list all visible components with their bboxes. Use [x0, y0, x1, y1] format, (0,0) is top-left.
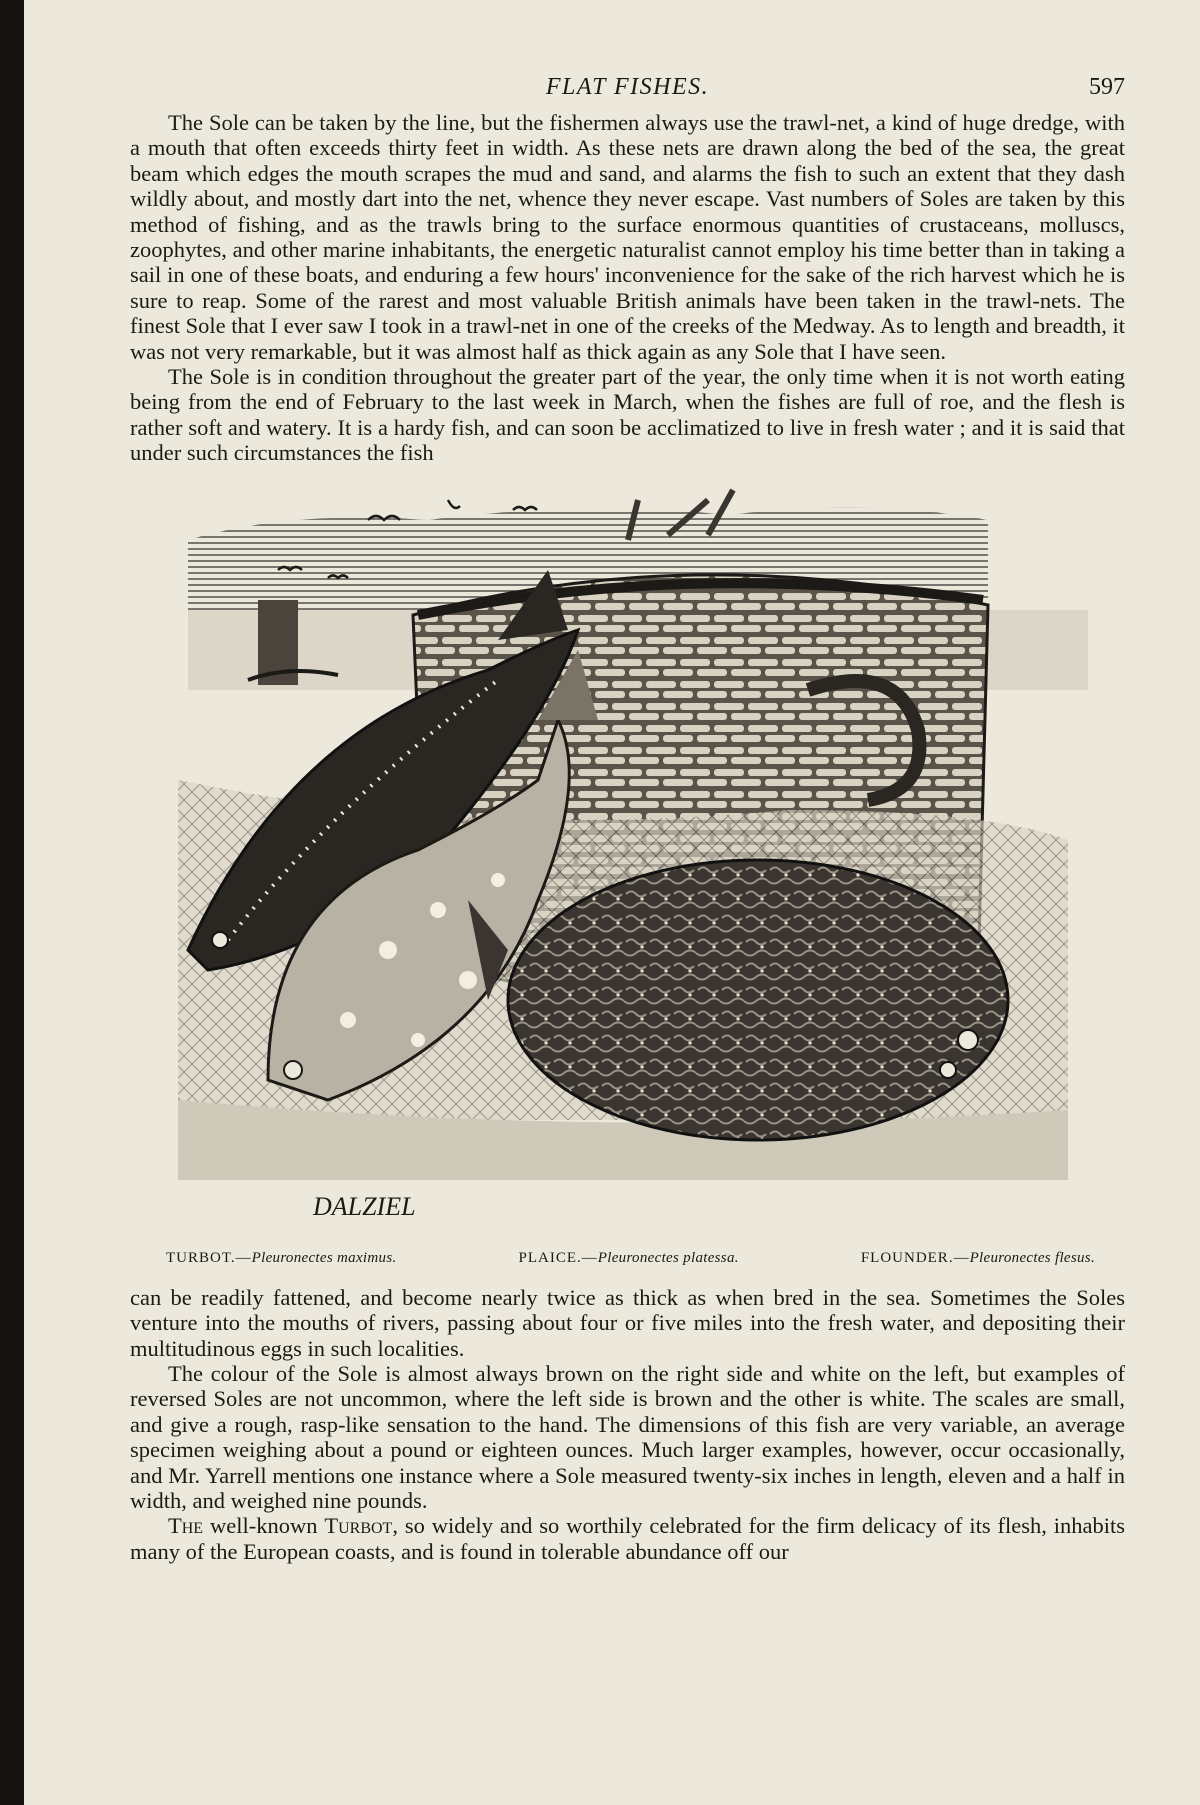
book-spine-shadow: [0, 0, 24, 1805]
page-header: [130, 70, 1125, 110]
paragraph-sole-condition: The Sole is in condition throughout the greater part of the year, the only time when it is not worth eating being from the end of February to the last week in March, when the fishes are full of roe, and the flesh is rather soft and watery. It is a hardy fish, and can soon be acclimatized to live in fresh water ; and it is said that under such circumstances the fish: [130, 364, 1125, 466]
paragraph-sole-fattened: can be readily fattened, and become nearly twice as thick as when bred in the sea. Sometimes the Soles venture into the mouths of rivers, passing about four or five miles into the fresh water, and depositing their multitudinous eggs in such localities.: [130, 1284, 1125, 1361]
engraver-signature: DALZIEL: [312, 1191, 416, 1221]
page-number: 597: [1089, 74, 1125, 100]
figure-captions: [166, 1250, 1095, 1267]
paragraph-turbot: The well-known Turbot, so widely and so worthily celebrated for the firm delicacy of its flesh, inhabits many of the European coasts, and is found in tolerable abundance off our: [130, 1513, 1125, 1564]
paragraph-sole-colour: The colour of the Sole is almost always brown on the right side and white on the left, but examples of reversed Soles are not uncommon, where the left side is brown and the other is white. The scales are small, and give a rough, rasp-like sensation to the hand. The dimensions of this fish are very variable, an average specimen weighing about a pound or eighteen ounces. Much larger examples, however, occur occasionally, and Mr. Yarrell mentions one instance where a Sole measured twenty-six inches in length, eleven and a half in width, and weighed nine pounds.: [130, 1360, 1125, 1513]
paragraph-sole-trawl: The Sole can be taken by the line, but the fishermen always use the trawl-net, a kind of huge dredge, with a mouth that often exceeds thirty feet in width. As these nets are drawn along the bed of the sea, the great beam which edges the mouth scrapes the mud and sand, and alarms the fish to such an extent that they dash wildly about, and mostly dart into the net, whence they never escape. Vast numbers of Soles are taken by this method of fishing, and as the trawls bring to the surface enormous quantities of crustaceans, molluscs, zoophytes, and other marine inhabitants, the energetic naturalist cannot employ his time better than in taking a sail in one of these boats, and enduring a few hours' inconvenience for the sake of the rich harvest which he is sure to reap. Some of the rarest and most valuable British animals have been taken in the trawl-nets. The finest Sole that I ever saw I took in a trawl-net in one of the creeks of the Medway. As to length and breadth, it was not very remarkable, but it was almost half as thick again as any Sole that I have seen.: [130, 110, 1125, 364]
caption-turbot: TURBOT.—Pleuronectes maximus.: [166, 1249, 397, 1266]
book-page: [130, 70, 1125, 1564]
running-title: FLAT FISHES.: [545, 74, 710, 100]
caption-plaice: PLAICE.—Pleuronectes platessa.: [518, 1249, 739, 1266]
engraving-illustration: [168, 480, 1088, 1240]
fish-engraving: [168, 480, 1088, 1240]
caption-flounder: FLOUNDER.—Pleuronectes flesus.: [860, 1249, 1095, 1266]
